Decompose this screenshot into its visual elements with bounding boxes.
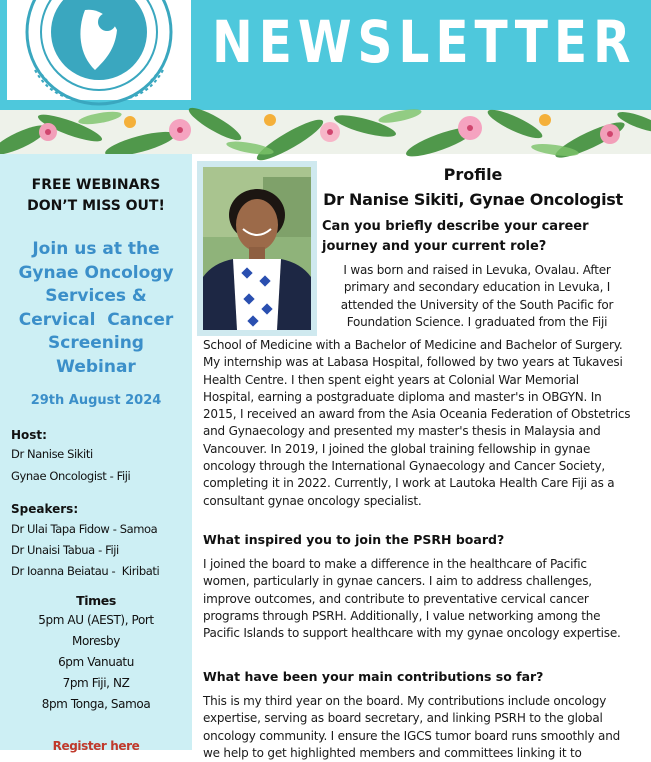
free-webinars-heading	[0, 175, 192, 217]
question-inspiration: What inspired you to join the PSRH board?	[203, 532, 505, 547]
profile-photo	[203, 167, 311, 330]
webinar-title-line: Cervical Cancer	[18, 309, 174, 330]
webinar-title-line: Join us at the	[32, 239, 160, 259]
answer-contributions: This is my third year on the board. My contributions include oncology expertise, serving as board secretary, and linking PSRH to the global oncology community. I ensure the IGCS tumor board runs smoothly and we help to get highlighted members and committees linking it to	[203, 694, 621, 760]
speakers-heading: Speakers:	[11, 502, 79, 516]
question-contributions: What have been your main contributions so far?	[203, 669, 544, 684]
answer-career-intro	[324, 262, 630, 331]
answer-line: Foundation Science. I graduated from the Fiji	[346, 314, 608, 329]
header-bar	[0, 0, 651, 110]
webinar-title-line: Gynae Oncology	[18, 262, 174, 283]
time-item: 5pm AU (AEST), Port	[38, 613, 154, 627]
webinar-sidebar	[0, 154, 192, 753]
time-item: 7pm Fiji, NZ	[62, 676, 130, 690]
webinar-title-line: Services &	[45, 286, 147, 306]
host-heading: Host:	[11, 428, 47, 442]
times-heading: Times	[76, 593, 116, 608]
newsletter-title: NEWSLETTER	[212, 8, 637, 76]
society-logo	[7, 0, 191, 100]
free-webinars-line: FREE WEBINARS DON’T MISS OUT!	[27, 177, 165, 214]
webinar-title	[6, 238, 186, 379]
answer-inspiration: I joined the board to make a difference in the healthcare of Pacific women, particularly in gynae cancers. I aim to address challenges, improve outcomes, and contribute to preventative cervical cancer programs through PSRH. Additionally, I value networking among the Pacific Islands to support healthcare with my gynae oncology expertise.	[203, 557, 621, 641]
speaker-item: Dr Ioanna Beiatau - Kiribati	[11, 564, 160, 578]
webinar-title-line: Webinar	[56, 356, 136, 377]
tropical-leaves-icon	[0, 110, 651, 154]
time-item: Moresby	[72, 634, 120, 648]
profile-name: Dr Nanise Sikiti, Gynae Oncologist	[323, 190, 623, 209]
floral-banner	[0, 110, 651, 154]
profile-photo-frame	[197, 161, 317, 336]
answer-career: School of Medicine with a Bachelor of Medicine and Bachelor of Surgery. My internship was at Labasa Hospital, followed by two years at Tukavesi Health Centre. I then spent eight years at Colonial War Memorial Hospital, earning a postgraduate diploma and master's in OBGYN. In 2015, I received an award from the Asia Oceania Federation of Obstetrics and Gynaecology and presented my master's thesis in Malaysia and Vancouver. In 2019, I joined the global training fellowship in gynae oncology through the International Gynaecology and Cancer Society, completing it in 2022. Currently, I work at Lautoka Health Care Fiji as a consultant gynae oncology specialist.	[203, 338, 631, 508]
speaker-item: Dr Ulai Tapa Fidow - Samoa	[11, 522, 158, 536]
answer-line: I was born and raised in Levuka, Ovalau. After	[343, 263, 611, 277]
speaker-item: Dr Unaisi Tabua - Fiji	[11, 543, 119, 557]
answer-line: primary and secondary education in Levuka, I	[343, 280, 611, 295]
logo-emblem-icon	[7, 0, 191, 100]
webinar-title-line: Screening	[48, 333, 144, 353]
webinar-date: 29th August 2024	[30, 393, 162, 408]
question-career: Can you briefly describe your career journey and your current role?	[322, 219, 589, 254]
host-role: Gynae Oncologist - Fiji	[11, 469, 131, 483]
host-name: Dr Nanise Sikiti	[11, 447, 93, 461]
answer-line: attended the University of the South Pacific for	[340, 297, 614, 312]
register-link[interactable]: Register here	[52, 739, 140, 753]
profile-label: Profile	[443, 165, 503, 184]
time-item: 6pm Vanuatu	[58, 655, 134, 669]
time-item: 8pm Tonga, Samoa	[41, 697, 151, 711]
